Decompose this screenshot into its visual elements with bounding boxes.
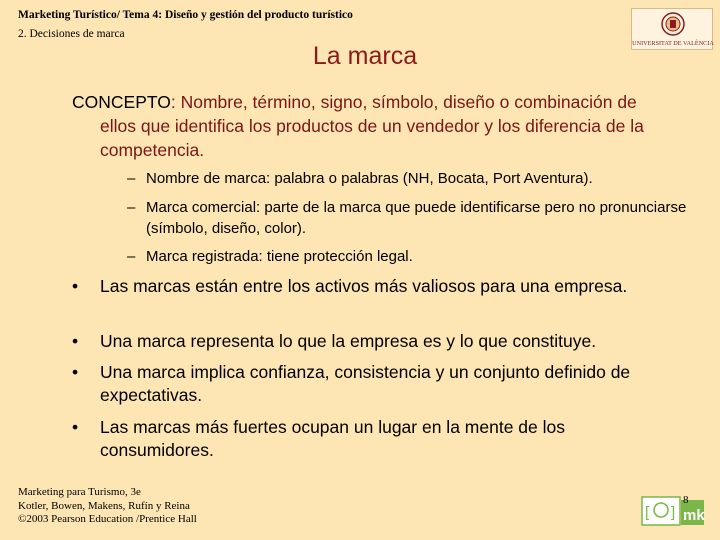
sub-item-text: Nombre de marca: palabra o palabras (NH, Bocata, Port Aventura). <box>146 170 593 187</box>
svg-text:mk: mk <box>683 507 705 524</box>
sub-item <box>127 246 687 267</box>
course-header: Marketing Turístico/ Tema 4: Diseño y gestión del producto turístico <box>18 9 353 21</box>
bullet-text: Una marca implica confianza, consistencia y un conjunto definido de expectativas. <box>100 362 631 405</box>
sub-item-text: Marca registrada: tiene protección legal. <box>146 248 413 265</box>
bullet-marker: • <box>72 417 79 437</box>
bullet-item <box>72 416 672 462</box>
mk-logo-icon <box>641 495 705 527</box>
section-header: 2. Decisiones de marca <box>18 28 125 40</box>
bullet-marker: • <box>72 276 79 296</box>
concept-paragraph <box>72 90 672 162</box>
sub-item <box>127 197 687 239</box>
svg-text:[: [ <box>645 504 650 521</box>
dash-marker: – <box>127 199 136 216</box>
footer-line: ©2003 Pearson Education /Prentice Hall <box>18 513 197 525</box>
bullet-item <box>72 330 672 353</box>
dash-marker: – <box>127 248 136 265</box>
footer-credits <box>18 486 197 527</box>
concept-keyword: CONCEPTO <box>72 92 171 112</box>
dash-marker: – <box>127 170 136 187</box>
svg-text:]: ] <box>671 504 676 521</box>
bullet-item <box>72 361 672 407</box>
bullet-marker: • <box>72 331 79 351</box>
footer-line: Marketing para Turismo, 3e <box>18 486 141 498</box>
publisher-logo <box>641 495 705 527</box>
sub-item <box>127 168 687 189</box>
footer-line: Kotler, Bowen, Makens, Rufín y Reina <box>18 499 190 512</box>
bullet-text: Una marca representa lo que la empresa es y lo que constituye. <box>100 331 597 351</box>
logo-text: UNIVERSITAT DE VALÈNCIA <box>632 40 714 47</box>
slide-title: La marca <box>312 42 418 70</box>
sub-item-text: Marca comercial: parte de la marca que puede identificarse pero no pronunciarse (símbolo, diseño, color). <box>146 199 687 237</box>
bullet-text: Las marcas más fuertes ocupan un lugar en la mente de los consumidores. <box>100 417 565 460</box>
bullet-marker: • <box>72 362 79 382</box>
bullet-text: Las marcas están entre los activos más valiosos para una empresa. <box>100 276 628 296</box>
page-number: 8 <box>683 494 689 506</box>
concept-definition: : Nombre, término, signo, símbolo, diseño o combinación de ellos que identifica los productos de un vendedor y los diferencia de la competencia. <box>100 92 644 160</box>
bullet-item <box>72 275 672 298</box>
